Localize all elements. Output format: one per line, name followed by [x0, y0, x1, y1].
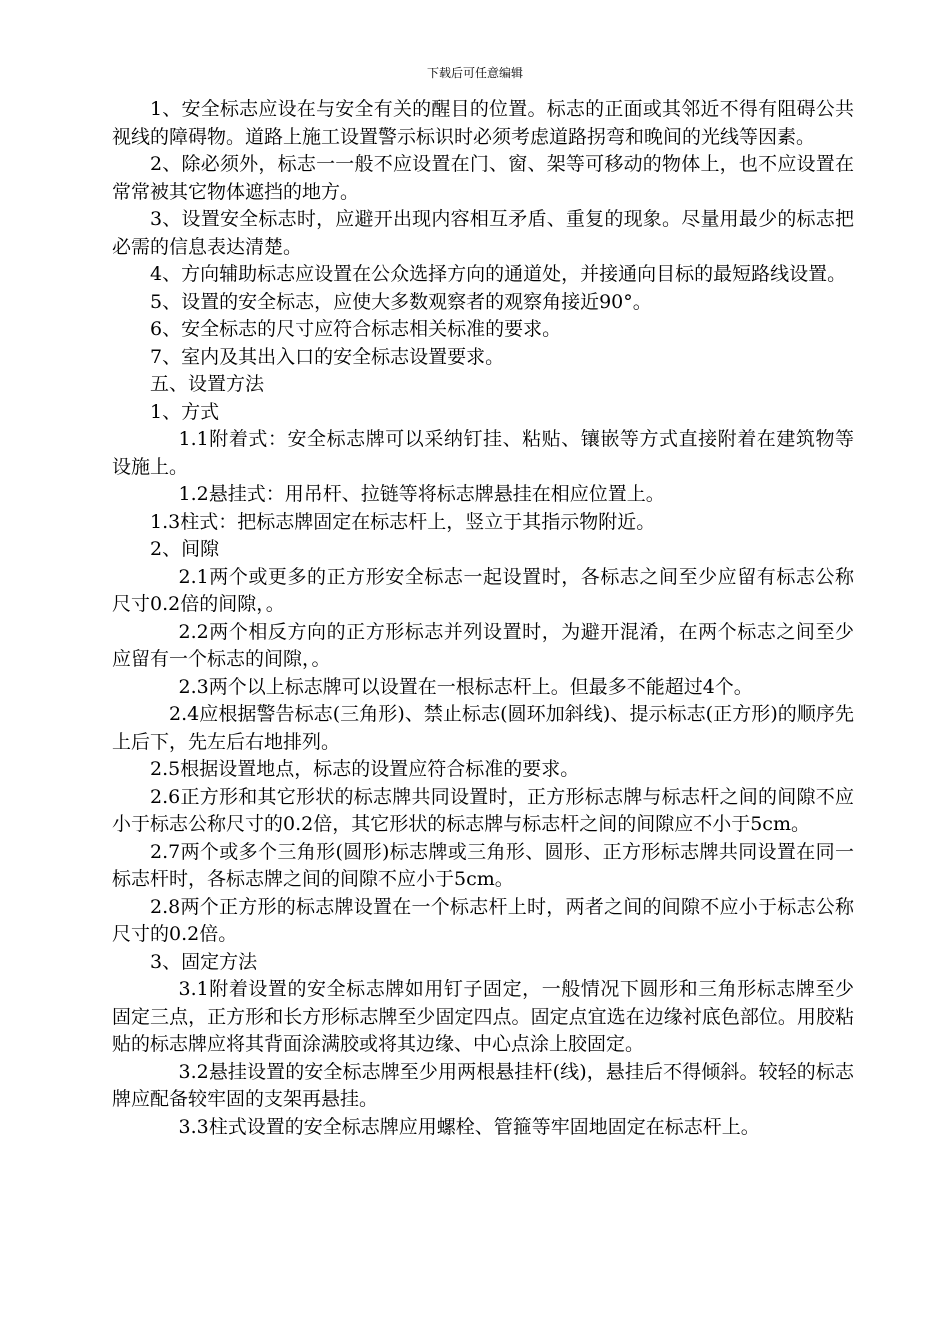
document-body — [112, 96, 854, 1141]
paragraph-2-7: 2.7两个或多个三角形(圆形)标志牌或三角形、圆形、正方形标志牌共同设置在同一标志杆时，各标志牌之间的间隙不应小于5cm。 — [112, 840, 854, 890]
paragraph-2-8: 2.8两个正方形的标志牌设置在一个标志杆上时，两者之间的间隙不应小于标志公称尺寸的0.2倍。 — [112, 895, 854, 945]
paragraph-7: 7、室内及其出入口的安全标志设置要求。 — [150, 345, 505, 368]
page-header-note: 下载后可任意编辑 — [426, 66, 523, 80]
paragraph-1-3: 1.3柱式：把标志牌固定在标志杆上，竖立于其指示物附近。 — [150, 510, 656, 533]
paragraph-4: 4、方向辅助标志应设置在公众选择方向的通道处，并接通向目标的最短路线设置。 — [150, 263, 847, 285]
paragraph-3-1: 3.1附着设置的安全标志牌如用钉子固定，一般情况下圆形和三角形标志牌至少固定三点，正方形和长方形标志牌至少固定四点。固定点宜选在边缘衬底色部位。用胶粘贴的标志牌应将其背面涂满胶或将其边缘、中心点涂上胶固定。 — [112, 978, 854, 1055]
section-heading-setup-method: 五、设置方法 — [150, 373, 265, 395]
paragraph-2-3: 2.3两个以上标志牌可以设置在一根标志杆上。但最多不能超过4个。 — [178, 675, 753, 698]
paragraph-2: 2、除必须外，标志一一般不应设置在门、窗、架等可移动的物体上，也不应设置在常常被其它物体遮挡的地方。 — [112, 153, 854, 203]
paragraph-2-4: 2.4应根据警告标志(三角形)、禁止标志(圆环加斜线)、提示标志(正方形)的顺序先上后下，先左后右地排列。 — [112, 703, 854, 753]
subheading-gap: 2、间隙 — [150, 538, 220, 560]
subheading-fixing-method: 3、固定方法 — [150, 950, 258, 973]
paragraph-3: 3、设置安全标志时，应避开出现内容相互矛盾、重复的现象。尽量用最少的标志把必需的信息表达清楚。 — [112, 208, 854, 258]
subheading-method: 1、方式 — [150, 400, 220, 423]
paragraph-1: 1、安全标志应设在与安全有关的醒目的位置。标志的正面或其邻近不得有阻碍公共视线的障碍物。道路上施工设置警示标识时必须考虑道路拐弯和晚间的光线等因素。 — [112, 98, 854, 148]
paragraph-2-6: 2.6正方形和其它形状的标志牌共同设置时，正方形标志牌与标志杆之间的间隙不应小于标志公称尺寸的0.2倍，其它形状的标志牌与标志杆之间的间隙应不小于5cm。 — [112, 785, 854, 835]
paragraph-1-2: 1.2悬挂式：用吊杆、拉链等将标志牌悬挂在相应位置上。 — [178, 483, 665, 505]
paragraph-2-1: 2.1两个或更多的正方形安全标志一起设置时，各标志之间至少应留有标志公称尺寸0.2倍的间隙，。 — [112, 565, 854, 615]
paragraph-6: 6、安全标志的尺寸应符合标志相关标准的要求。 — [150, 318, 562, 340]
paragraph-5: 5、设置的安全标志，应使大多数观察者的观察角接近90°。 — [150, 290, 652, 313]
paragraph-1-1: 1.1附着式：安全标志牌可以采纳钉挂、粘贴、镶嵌等方式直接附着在建筑物等设施上。 — [112, 428, 854, 478]
paragraph-2-5: 2.5根据设置地点，标志的设置应符合标准的要求。 — [150, 758, 580, 780]
paragraph-2-2: 2.2两个相反方向的正方形标志并列设置时，为避开混淆，在两个标志之间至少应留有一个标志的间隙，。 — [112, 620, 854, 670]
paragraph-3-2: 3.2悬挂设置的安全标志牌至少用两根悬挂杆(线)，悬挂后不得倾斜。较轻的标志牌应配备较牢固的支架再悬挂。 — [112, 1060, 854, 1110]
paragraph-3-3: 3.3柱式设置的安全标志牌应用螺栓、管箍等牢固地固定在标志杆上。 — [178, 1115, 760, 1138]
